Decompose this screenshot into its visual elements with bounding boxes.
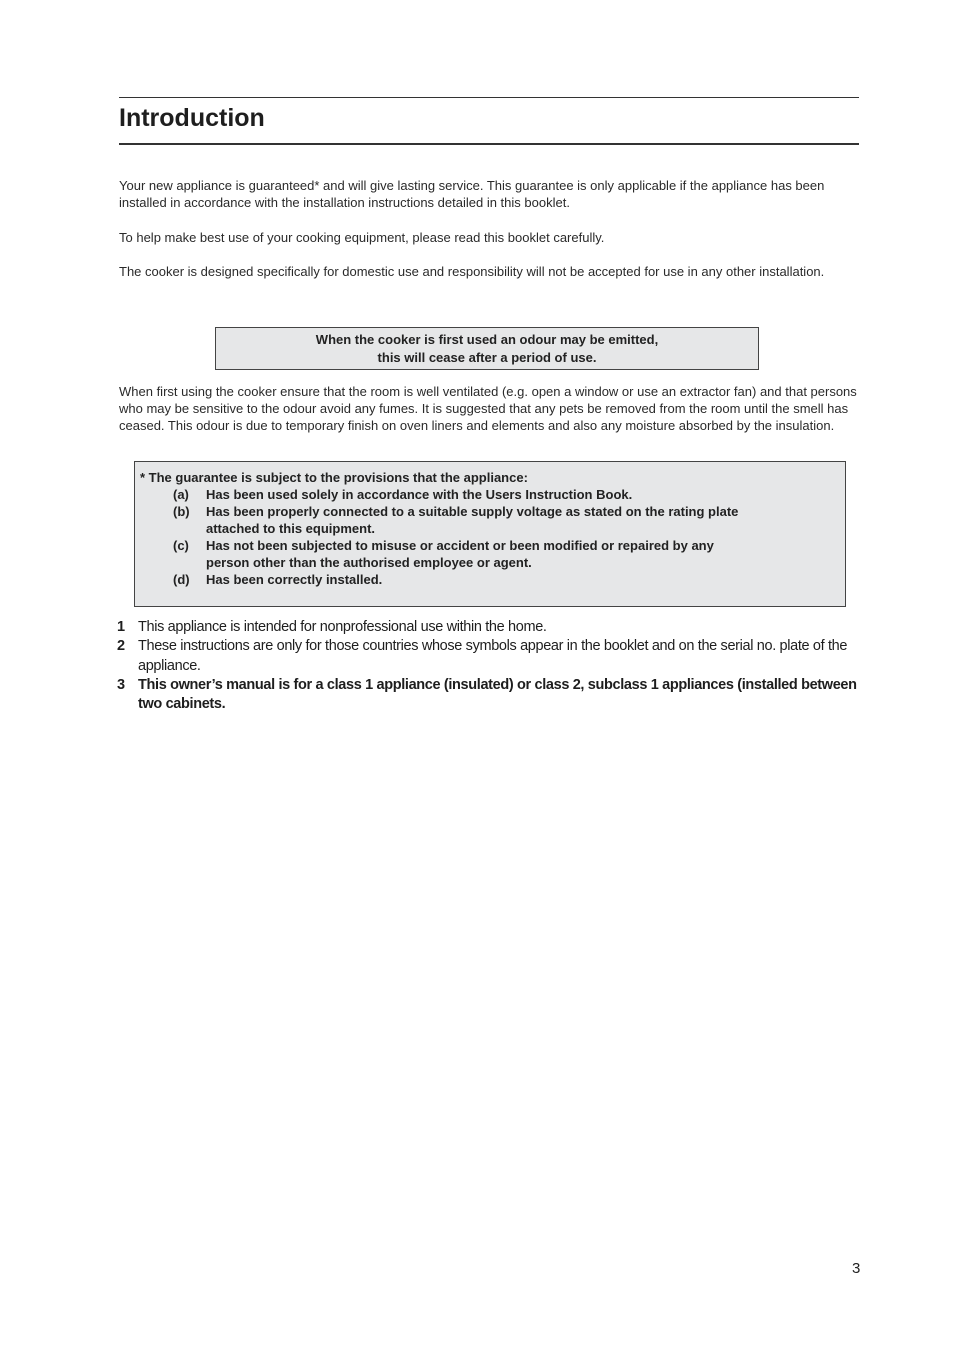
guarantee-item-text: Has been correctly installed. — [206, 572, 383, 587]
heading-top-rule — [119, 97, 859, 98]
guarantee-item — [140, 486, 845, 503]
guarantee-item-text: Has been properly connected to a suitable supply voltage as stated on the rating plate attached to this equipment. — [206, 504, 739, 536]
list-item-text: This owner’s manual is for a class 1 appliance (insulated) or class 2, subclass 1 appliances (installed between two cabinets. — [138, 676, 857, 713]
guarantee-item-letter: (b) — [173, 504, 190, 519]
numbered-notes-list — [117, 618, 861, 714]
guarantee-intro-paragraph: Your new appliance is guaranteed* and will give lasting service. This guarantee is only applicable if the appliance has been installed in accordance with the installation instructions detailed in this booklet. — [119, 178, 825, 210]
list-item-number: 1 — [117, 619, 125, 635]
read-booklet-paragraph: To help make best use of your cooking equipment, please read this booklet carefully. — [119, 230, 605, 245]
guarantee-item-letter: (c) — [173, 538, 189, 553]
list-item-text: This appliance is intended for nonprofessional use within the home. — [138, 619, 547, 635]
page-title: Introduction — [119, 104, 265, 132]
page-number: 3 — [852, 1260, 861, 1277]
odour-notice-line-1: When the cooker is first used an odour may be emitted, — [315, 332, 659, 347]
list-item-number: 3 — [117, 676, 125, 693]
list-item-number: 2 — [117, 638, 125, 655]
odour-notice-box — [215, 327, 759, 370]
guarantee-item — [140, 503, 845, 537]
guarantee-item-letter: (a) — [173, 487, 189, 502]
odour-notice-line-2: this will cease after a period of use. — [377, 350, 597, 365]
guarantee-conditions-box — [134, 461, 846, 607]
list-item — [117, 676, 861, 715]
guarantee-item-text: Has been used solely in accordance with the Users Instruction Book. — [206, 487, 633, 502]
guarantee-item-letter: (d) — [173, 572, 190, 587]
guarantee-heading: * The guarantee is subject to the provisions that the appliance: — [140, 470, 528, 485]
guarantee-item — [140, 537, 845, 571]
guarantee-item — [140, 571, 845, 588]
guarantee-item-text: Has not been subjected to misuse or accident or been modified or repaired by any person other than the authorised employee or agent. — [206, 538, 714, 570]
ventilation-paragraph: When first using the cooker ensure that the room is well ventilated (e.g. open a window or use an extractor fan) and that persons who may be sensitive to the odour avoid any fumes. It is suggested that any pets be removed from the room until the smell has ceased. This odour is due to temporary finish on oven liners and elements and also any moisture absorbed by the insulation. — [119, 384, 857, 433]
domestic-use-paragraph: The cooker is designed specifically for domestic use and responsibility will not be accepted for use in any other installation. — [119, 264, 825, 279]
list-item — [117, 637, 861, 676]
list-item-text: These instructions are only for those countries whose symbols appear in the booklet and on the serial no. plate of the appliance. — [138, 638, 848, 674]
heading-bottom-rule — [119, 143, 859, 145]
list-item — [117, 618, 861, 637]
